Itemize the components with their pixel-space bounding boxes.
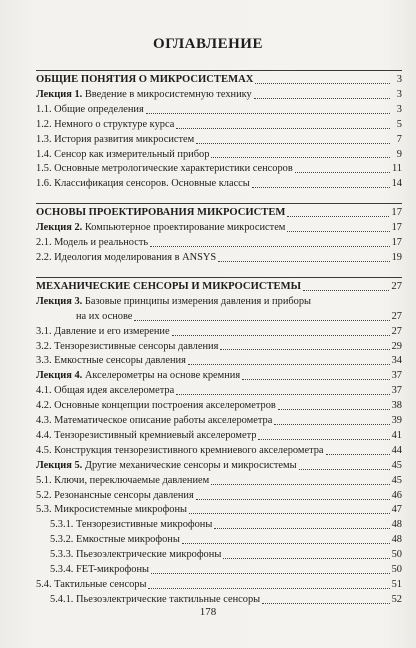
toc-page-number: 45 [391,459,402,471]
toc-lecture-entry [36,295,402,310]
dot-leader [262,603,389,604]
section-rule [36,277,402,278]
toc-page-number: 41 [391,429,402,441]
toc-page-number: 48 [391,519,402,531]
dot-leader [188,364,390,365]
toc-entry-text [36,384,174,399]
dot-leader [196,499,390,500]
dot-leader [220,349,389,350]
toc-subsubsection-entry [36,563,402,578]
toc-subsubsection-entry [36,518,402,533]
toc-entry-title: 4.5. Конструкция тензорезистивного кремниевого акселерометра [36,444,324,456]
toc-entry-text [50,548,221,563]
toc-lecture-entry [36,459,402,474]
lecture-number: Лекция 4. [36,370,83,382]
toc-entry-title: 1.1. Общие определения [36,103,144,115]
toc-page-number: 29 [391,340,402,352]
section-gap [36,266,402,277]
toc-page-number: 39 [391,415,402,427]
toc-entry-title: 5.3.2. Емкостные микрофоны [50,534,180,546]
dot-leader [134,320,389,321]
toc-entry-text [36,414,272,429]
dot-leader [287,216,389,217]
section-gap [36,192,402,203]
page-title: ОГЛАВЛЕНИЕ [153,36,263,52]
toc-subsection-entry [36,354,402,369]
dot-leader [326,454,390,455]
toc-subsection-entry [36,251,402,266]
lecture-number: Лекция 2. [36,222,83,234]
toc-page-number: 37 [391,385,402,397]
toc-lecture-entry [36,88,402,103]
toc-entry-text [76,310,132,325]
toc-entry-text [36,177,250,192]
toc-subsection-entry [36,236,402,251]
toc-entry-text [50,563,149,578]
toc-page-number: 11 [391,163,402,175]
toc-entry-title: 2.2. Идеология моделирования в ANSYS [36,251,217,263]
toc-entry-title: 1.5. Основные метрологические характеристики сенсоров [36,163,293,175]
toc-entry-title: Введение в микросистемную технику [84,88,252,100]
dot-leader [278,409,390,410]
toc-entry-text [36,459,297,474]
toc-entry-title: 4.1. Общая идея акселерометра [36,385,175,397]
lecture-number: Лекция 3. [36,295,83,307]
toc-subsection-entry [36,118,402,133]
toc-page-number: 19 [391,251,402,263]
toc-entry-title: 1.4. Сенсор как измерительный прибор [36,148,210,160]
dot-leader [295,172,390,173]
table-of-contents [36,70,402,608]
toc-entry-text [36,162,293,177]
toc-subsection-entry [36,103,402,118]
toc-page-number: 14 [391,178,402,190]
toc-entry-text [36,429,256,444]
toc-entry-title: 5.3.4. FET-микрофоны [50,564,149,576]
toc-page-number: 7 [396,133,402,145]
dot-leader [172,335,390,336]
toc-entry-text [36,578,146,593]
toc-section-heading [36,280,402,295]
page-number: 178 [199,606,217,618]
toc-entry-title: 5.3. Микросистемные микрофоны [36,504,187,516]
toc-page-number: 17 [391,207,402,219]
toc-entry-text [50,518,212,533]
toc-page-number: 37 [391,370,402,382]
toc-subsection-entry [36,444,402,459]
dot-leader [223,558,389,559]
toc-subsection-entry [36,177,402,192]
toc-page-number: 50 [391,564,402,576]
toc-page-number: 48 [391,534,402,546]
toc-subsection-entry [36,399,402,414]
dot-leader [274,424,389,425]
toc-page-number: 3 [396,74,402,85]
toc-entry-title: 2.1. Модель и реальность [36,237,149,249]
toc-subsubsection-entry [36,533,402,548]
toc-subsection-entry [36,340,402,355]
toc-entry-text [36,489,194,504]
toc-subsection-entry [36,148,402,163]
toc-page-number: 3 [396,88,402,100]
toc-entry-title: 5.1. Ключи, переключаемые давлением [36,474,210,486]
toc-subsection-entry [36,325,402,340]
toc-page-number: 47 [391,504,402,516]
toc-subsection-entry [36,162,402,177]
toc-entry-text [36,503,187,518]
toc-page-number: 3 [396,103,402,115]
toc-entry-title: МЕХАНИЧЕСКИЕ СЕНСОРЫ И МИКРОСИСТЕМЫ [36,280,302,292]
toc-page-number: 27 [391,280,402,292]
toc-page-number: 51 [391,579,402,590]
lecture-number: Лекция 5. [36,459,83,471]
dot-leader [176,128,390,129]
toc-entry-title: 5.3.3. Пьезоэлектрические микрофоны [50,549,222,561]
toc-entry-title: 5.4.1. Пьезоэлектрические тактильные сенсоры [50,593,261,605]
toc-entry-title: Другие механические сенсоры и микросистемы [84,459,297,471]
toc-page-number: 17 [391,237,402,249]
toc-entry-text [36,73,253,88]
toc-entry-title: 4.2. Основные концепции построения акселерометров [36,400,276,412]
toc-entry-title: 1.6. Классификация сенсоров. Основные классы [36,178,250,190]
toc-entry-title: 3.2. Тензорезистивные сенсоры давления [36,340,219,352]
toc-entry-title: 5.2. Резонансные сенсоры давления [36,489,194,501]
toc-page-number: 50 [391,549,402,561]
toc-lecture-entry [36,221,402,236]
toc-entry-text [36,325,170,340]
toc-lecture-entry [36,369,402,384]
dot-leader [303,290,389,291]
toc-page-number: 27 [391,325,402,337]
toc-entry-text [36,148,209,163]
dot-leader [182,543,390,544]
toc-entry-title: 3.3. Емкостные сенсоры давления [36,355,186,367]
toc-entry-text [36,88,252,103]
toc-page-number: 5 [396,118,402,130]
toc-entry-text [36,103,144,118]
dot-leader [146,113,390,114]
toc-page-number: 52 [391,593,402,605]
dot-leader [258,439,389,440]
toc-subsection-entry [36,489,402,504]
toc-entry-title: 5.4. Тактильные сенсоры [36,579,147,590]
toc-entry-text [36,236,148,251]
lecture-number: Лекция 1. [36,88,83,100]
section-rule [36,70,402,71]
toc-entry-text [36,474,209,489]
toc-page-number: 17 [391,222,402,234]
toc-entry-text [36,444,324,459]
toc-page-number: 46 [391,489,402,501]
toc-entry-text [36,354,186,369]
toc-entry-title: 1.2. Немного о структуре курса [36,118,175,130]
dot-leader [252,187,390,188]
toc-entry-title: Базовые принципы измерения давления и приборы [84,295,312,307]
toc-subsection-entry [36,503,402,518]
toc-entry-text [36,399,276,414]
toc-subsection-entry [36,414,402,429]
toc-entry-text [36,221,285,236]
toc-entry-title: Компьютерное проектирование микросистем [84,222,286,234]
toc-entry-title: 3.1. Давление и его измерение [36,325,170,337]
toc-section-heading [36,73,402,88]
dot-leader [287,231,389,232]
dot-leader [176,394,389,395]
toc-entry-text [36,280,301,295]
section-rule [36,203,402,204]
toc-page-number: 27 [391,310,402,322]
toc-subsection-entry [36,474,402,489]
toc-page-number: 38 [391,400,402,412]
toc-entry-title: 5.3.1. Тензорезистивные микрофоны [50,519,213,531]
toc-entry-continuation [36,310,402,325]
dot-leader [242,379,389,380]
dot-leader [255,83,390,84]
toc-page-number: 34 [391,355,402,367]
toc-entry-text [36,369,240,384]
dot-leader [254,98,390,99]
toc-entry-text [36,133,194,148]
toc-entry-title: 4.3. Математическое описание работы акселерометра [36,415,273,427]
dot-leader [211,484,389,485]
dot-leader [299,469,390,470]
toc-entry-title: ОСНОВЫ ПРОЕКТИРОВАНИЯ МИКРОСИСТЕМ [36,207,286,219]
toc-entry-title: 1.3. История развития микросистем [36,133,195,145]
dot-leader [189,513,390,514]
dot-leader [218,261,389,262]
dot-leader [148,588,389,589]
toc-subsection-entry [36,578,402,593]
toc-entry-text [36,251,216,266]
toc-entry-title: на их основе [76,310,133,322]
toc-entry-text [36,340,218,355]
toc-entry-text [36,295,311,310]
dot-leader [151,573,390,574]
toc-subsection-entry [36,384,402,399]
toc-section-heading [36,206,402,221]
dot-leader [150,246,390,247]
toc-entry-title: 4.4. Тензорезистивный кремниевый акселерометр [36,429,257,441]
dot-leader [214,528,389,529]
toc-entry-text [50,533,180,548]
toc-subsubsection-entry [36,548,402,563]
toc-entry-text [36,118,174,133]
toc-page-number: 44 [391,444,402,456]
toc-entry-text [36,206,285,221]
toc-page-number: 9 [396,148,402,160]
toc-entry-title: ОБЩИЕ ПОНЯТИЯ О МИКРОСИСТЕМАХ [36,74,254,85]
toc-subsection-entry [36,133,402,148]
toc-page-number: 45 [391,474,402,486]
dot-leader [211,157,390,158]
dot-leader [196,143,390,144]
toc-subsection-entry [36,429,402,444]
toc-entry-title: Акселерометры на основе кремния [84,370,241,382]
